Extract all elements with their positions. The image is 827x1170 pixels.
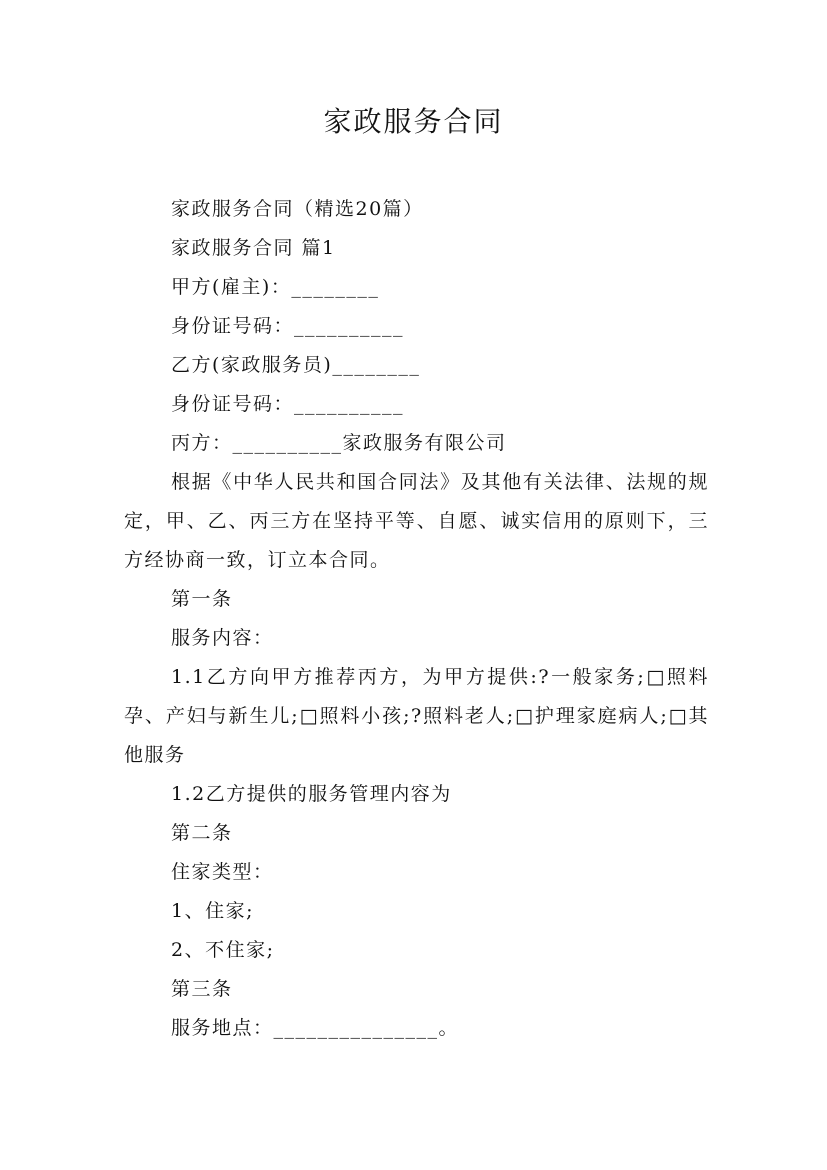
document-title: 家政服务合同 bbox=[323, 105, 504, 138]
party-a-id-line: 身份证号码：__________ bbox=[171, 315, 405, 337]
section-heading: 家政服务合同 篇1 bbox=[171, 237, 336, 259]
article-3-heading: 第三条 bbox=[171, 978, 233, 1000]
residence-option-1: 1、住家; bbox=[171, 900, 254, 922]
article-1-heading: 第一条 bbox=[171, 588, 233, 610]
article-2-heading: 第二条 bbox=[171, 822, 233, 844]
service-location-line: 服务地点：_______________。 bbox=[171, 1017, 460, 1039]
subtitle: 家政服务合同（精选20篇） bbox=[171, 198, 424, 220]
service-content-label: 服务内容： bbox=[171, 627, 274, 649]
preamble-paragraph: 根据《中华人民共和国合同法》及其他有关法律、法规的规定，甲、乙、丙三方在坚持平等、自愿、诚实信用的原则下，三方经协商一致，订立本合同。 bbox=[124, 471, 709, 571]
document-body bbox=[124, 190, 709, 1048]
residence-option-2: 2、不住家; bbox=[171, 939, 275, 961]
party-b-line: 乙方(家政服务员)________ bbox=[171, 354, 421, 376]
clause-1-1: 1.1乙方向甲方推荐丙方，为甲方提供:?一般家务;□照料孕、产妇与新生儿;□照料小孩;?照料老人;□护理家庭病人;□其他服务 bbox=[124, 666, 709, 766]
party-c-line: 丙方：__________家政服务有限公司 bbox=[171, 432, 507, 454]
residence-type-label: 住家类型： bbox=[171, 861, 274, 883]
party-b-id-line: 身份证号码：__________ bbox=[171, 393, 405, 415]
party-a-line: 甲方(雇主)：________ bbox=[171, 276, 380, 298]
clause-1-2: 1.2乙方提供的服务管理内容为 bbox=[171, 783, 452, 805]
